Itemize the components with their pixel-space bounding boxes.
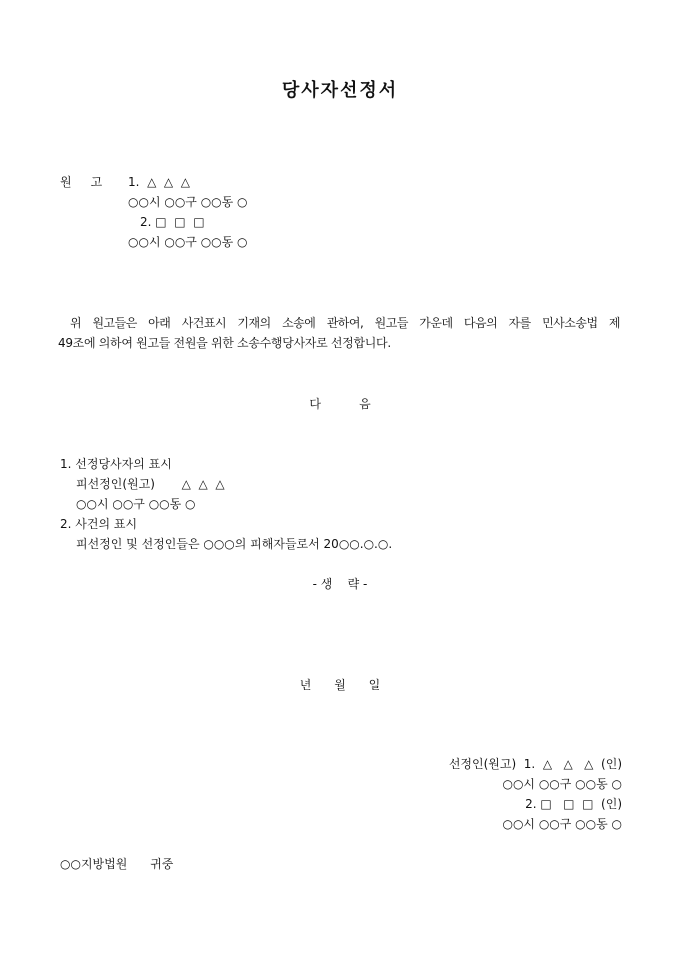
plaintiff-2-name: 2. □ □ □ [140,215,205,229]
plaintiff-1-name: 1. △ △ △ [128,175,191,189]
signer-2-address: ○○시 ○○구 ○○동 ○ [502,817,622,831]
item-2-description: 피선정인 및 선정인들은 ○○○의 피해자들로서 20○○.○.○. [76,537,393,551]
document-title: 당사자선정서 [281,80,399,101]
signer-1-address: ○○시 ○○구 ○○동 ○ [502,777,622,791]
omitted-marker: - 생 략 - [312,577,368,591]
plaintiff-1-address: ○○시 ○○구 ○○동 ○ [128,195,248,209]
signer-2-name: 2. □ □ □ (인) [525,797,622,811]
body-line-1: 위 원고들은 아래 사건표시 기재의 소송에 관하여, 원고들 가운데 다음의 자를 민사소송법 제 [70,316,620,330]
date-line: 년 월 일 [299,678,381,692]
item-1-person: 피선정인(원고) △ △ △ [76,477,225,491]
body-line-2: 49조에 의하여 원고들 전원을 위한 소송수행당사자로 선정합니다. [58,336,391,350]
plaintiff-2-address: ○○시 ○○구 ○○동 ○ [128,235,248,249]
court-addressee: ○○지방법원 귀중 [60,857,174,871]
plaintiff-label: 원 고 [60,175,103,189]
item-1-title: 1. 선정당사자의 표시 [60,457,172,471]
item-1-address: ○○시 ○○구 ○○동 ○ [76,497,196,511]
item-2-title: 2. 사건의 표시 [60,517,138,531]
signer-1-name: 선정인(원고) 1. △ △ △ (인) [448,757,622,771]
section-heading: 다 음 [309,397,371,411]
